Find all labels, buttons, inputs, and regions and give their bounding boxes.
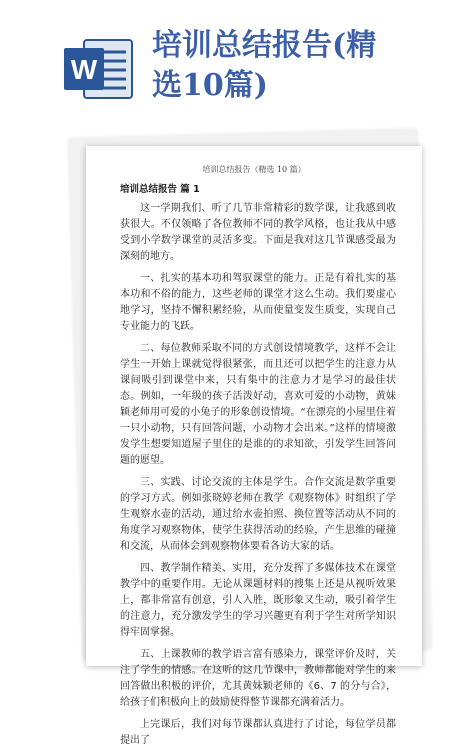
paragraph: 上完课后，我们对每节课都认真进行了讨论，每位学员都提出了 [120,719,396,746]
paragraph: 五、上课教师的教学语言富有感染力，课堂评价及时，关注了学生的情感。在这听的这几节课中，教师都能对学生的来回答做出积极的评价，尤其黄妹颖老师的《6、7 的分与合》，给孩子们积极向上的鼓励使得整节课都充满着活力。 [120,649,396,708]
paragraph: 一、扎实的基本功和驾驭课堂的能力。正是有着扎实的基本功和不俗的能力，这些老师的课堂才这么生动。我们要虚心地学习，坚持不懈积累经验，从而使量变发生质变，实现自己专业能力的飞跃。 [120,273,396,332]
document-page [86,146,422,746]
document-body [120,182,396,755]
page-header [0,0,474,130]
paragraph: 这一学期我们、听了几节非常精彩的数学课，让我感到收获很大。不仅领略了各位教师不同的教学风格，也让我从中感受到小学数学课堂的灵活多变。下面是我对这几节课感受最为深刻的地方。 [120,203,396,262]
title-line-1: 培训总结报告(精 [152,28,377,63]
running-head: 培训总结报告（精选 10 篇） [202,165,306,174]
paragraph: 三、实践、讨论交流的主体是学生。合作交流是数学重要的学习方式。例如张晓婷老师在教学《观察物体》时组织了学生观察水壶的活动，通过给水壶拍照、换位置等活动从不同的角度学习观察物体，使学生获得活动的经验，产生思维的碰撞和交流，从而体会到观察物体要看各访大家的话。 [120,477,396,552]
word-logo-letter: W [70,54,98,85]
section-title: 培训总结报告 篇 1 [120,184,200,195]
paragraph: 四、教学制作精美、实用，充分发挥了多媒体技术在课堂教学中的重要作用。无论从课题材料的搜集上还是从视听效果上，都非常富有创意，引人入胜，既形象又生动，吸引着学生的注意力，充分激发学生的学习兴趣更有利于学生对所学知识得牢固掌握。 [120,563,396,638]
word-document-icon [62,36,136,102]
document-title [152,26,464,106]
paragraph: 二、每位教师采取不同的方式创设情境教学，这样不会让学生一开始上课就觉得很紧张，而且还可以把学生的注意力从课间吸引到课堂中来，只有集中的注意力才是学习的最佳状态。例如，一年级的孩子活泼好动，喜欢可爱的小动物，黄妹颖老师用可爱的小兔子的形象创设情境。“在漂亮的小屋里住着一只小动物，只有回答问题，小动物才会出来。”这样的情境激发学生想要知道屋子里住的是谁的的求知欲，引发学生回答问题的愿望。 [120,343,396,466]
title-line-2: 选10篇) [152,68,268,103]
